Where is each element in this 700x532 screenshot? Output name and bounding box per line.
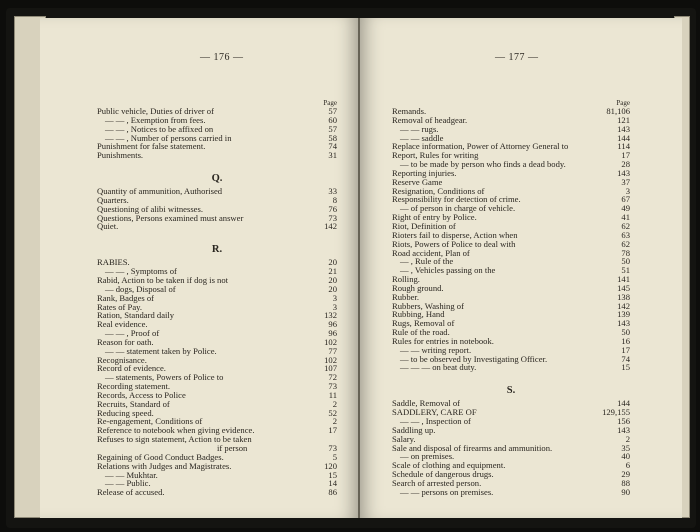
entry-text: Re-engagement, Conditions of — [97, 416, 203, 427]
entry-page-number: 3 — [332, 301, 337, 312]
entry-text: if person — [217, 443, 248, 453]
entry-text: RABIES. — [97, 257, 130, 268]
entry-page-number: 76 — [328, 203, 337, 214]
entry-page-number: 73 — [328, 443, 337, 453]
entry-page-number: 5 — [332, 451, 337, 462]
entry-page-number: 142 — [324, 221, 337, 232]
entry-page-number: 120 — [324, 460, 337, 471]
section-letter: R. — [211, 244, 223, 256]
entry-page-number: 50 — [621, 256, 630, 267]
entry-page-number: 20 — [328, 257, 337, 268]
entry-text: Release of accused. — [97, 487, 165, 498]
entry-text: Sale and disposal of firearms and ammunition. — [392, 442, 553, 453]
index-entry — [392, 488, 630, 497]
entry-page-number: 51 — [621, 265, 630, 276]
entry-text: Reason for oath. — [97, 336, 154, 347]
entry-page-number: 121 — [617, 114, 630, 125]
entry-text: Riots, Powers of Police to deal with — [392, 238, 516, 249]
entry-text: — — , Exemption from fees. — [105, 114, 206, 125]
index-column — [97, 99, 337, 497]
index-entry — [392, 363, 630, 372]
entry-page-number: 16 — [621, 335, 630, 346]
entry-page-number: 144 — [617, 132, 630, 143]
entry-text: Rates of Pay. — [97, 301, 143, 312]
entry-text: Reference to notebook when giving evidence. — [97, 425, 255, 436]
entry-text: Rubbers, Washing of — [392, 300, 464, 311]
entry-text: Rolling. — [392, 274, 420, 285]
entry-page-number: 21 — [328, 266, 337, 277]
entry-page-number: 143 — [617, 123, 630, 134]
entry-page-number: 50 — [621, 327, 630, 338]
entry-page-number: 78 — [621, 247, 630, 258]
entry-text: Saddle, Removal of — [392, 398, 461, 409]
entry-page-number: 17 — [621, 344, 630, 355]
entry-text: Salary. — [392, 433, 416, 444]
entry-page-number: 20 — [328, 274, 337, 285]
entry-page-number: 81,106 — [606, 106, 630, 116]
entry-text: Recruits, Standard of — [97, 398, 170, 409]
entry-text: Quarters. — [97, 194, 129, 205]
entry-text: Record of evidence. — [97, 363, 166, 374]
entry-text: Refuses to sign statement, Action to be taken — [97, 434, 252, 445]
entry-page-number: 14 — [328, 478, 337, 489]
entry-text: Reducing speed. — [97, 407, 154, 418]
entry-text: Quantity of ammunition, Authorised — [97, 186, 223, 197]
entry-text: — on premises. — [400, 451, 455, 462]
entry-page-number: 138 — [617, 291, 630, 302]
entry-page-number: 114 — [617, 141, 630, 152]
entry-text: Punishments. — [97, 150, 144, 161]
entry-page-number: 62 — [621, 220, 630, 231]
entry-text: Rabid, Action to be taken if dog is not — [97, 274, 229, 285]
entry-text: Questions, Persons examined must answer — [97, 212, 244, 223]
entry-page-number: 77 — [328, 345, 337, 356]
index-entry — [97, 222, 337, 231]
entry-text: Riot, Definition of — [392, 220, 456, 231]
page-column-heading: Page — [616, 99, 630, 107]
index-entry — [97, 151, 337, 160]
entry-text: Rubber. — [392, 291, 419, 302]
entry-page-number: 3 — [625, 185, 630, 196]
entry-page-number: 63 — [621, 229, 630, 240]
entry-page-number: 107 — [324, 363, 337, 374]
entry-page-number: 62 — [621, 238, 630, 249]
entry-page-number: 102 — [324, 354, 337, 365]
entry-text: — — , Proof of — [105, 328, 160, 339]
entry-page-number: 49 — [621, 203, 630, 214]
page-number: — 177 — — [495, 52, 539, 63]
entry-page-number: 11 — [328, 389, 337, 400]
entry-page-number: 86 — [328, 487, 337, 498]
entry-text: — — , Symptoms of — [105, 266, 177, 277]
index-entry — [97, 214, 337, 223]
entry-page-number: 144 — [617, 398, 630, 409]
entry-text: Right of entry by Police. — [392, 212, 477, 223]
entry-page-number: 37 — [621, 176, 630, 187]
entry-text: Rule of the road. — [392, 327, 450, 338]
entry-text: Replace information, Power of Attorney General to — [392, 141, 569, 152]
entry-page-number: 8 — [332, 194, 337, 205]
entry-text: — — , Inspection of — [400, 416, 471, 426]
entry-page-number: 35 — [621, 442, 630, 453]
entry-text: Remands. — [392, 106, 427, 116]
entry-text: Saddling up. — [392, 424, 436, 435]
entry-text: — — rugs. — [400, 123, 439, 134]
entry-text: — — saddle — [400, 132, 444, 143]
index-entry — [392, 426, 630, 435]
entry-text: Removal of headgear. — [392, 114, 468, 125]
entry-text: Reporting injuries. — [392, 167, 457, 178]
entry-text: — — persons on premises. — [400, 486, 494, 497]
entry-text: — of person in charge of vehicle. — [400, 203, 516, 214]
entry-page-number: 15 — [621, 362, 630, 373]
entry-page-number: 141 — [617, 274, 630, 285]
entry-page-number: 96 — [328, 319, 337, 330]
entry-page-number: 52 — [328, 407, 337, 418]
entry-text: Ration, Standard daily — [97, 310, 175, 321]
entry-text: Real evidence. — [97, 319, 148, 330]
entry-text: Rough ground. — [392, 282, 444, 293]
section-letter: Q. — [211, 173, 223, 185]
entry-text: — — Mukhtar. — [105, 469, 158, 480]
entry-page-number: 15 — [328, 469, 337, 480]
entry-page-number: 57 — [328, 123, 337, 134]
entry-text: Rugs, Removal of — [392, 318, 455, 329]
entry-text: Reserve Game — [392, 176, 443, 187]
entry-page-number: 145 — [617, 282, 630, 293]
entry-page-number: 132 — [324, 310, 337, 321]
entry-text: Search of arrested person. — [392, 477, 482, 488]
entry-page-number: 28 — [621, 159, 630, 170]
entry-text: Rules for entries in notebook. — [392, 335, 494, 346]
entry-page-number: 88 — [621, 477, 630, 488]
index-entry — [392, 266, 630, 275]
entry-text: SADDLERY, CARE OF — [392, 407, 477, 418]
entry-page-number: 2 — [332, 416, 337, 427]
right-page — [360, 18, 682, 518]
entry-page-number: 73 — [328, 381, 337, 392]
entry-page-number: 29 — [621, 469, 630, 480]
entry-page-number: 102 — [324, 336, 337, 347]
entry-page-number: 90 — [621, 486, 630, 497]
entry-page-number: 2 — [625, 433, 630, 444]
entry-text: Relations with Judges and Magistrates. — [97, 460, 232, 471]
entry-text: Resignation, Conditions of — [392, 185, 485, 196]
page-number: — 176 — — [200, 52, 244, 63]
entry-page-number: 129,155 — [602, 407, 630, 418]
entry-text: Records, Access to Police — [97, 389, 186, 400]
section-letter: S. — [506, 385, 516, 397]
entry-text: — — , Notices to be affixed on — [105, 123, 214, 134]
entry-text: — — writing report. — [400, 344, 472, 355]
entry-text: — dogs, Disposal of — [105, 283, 176, 294]
entry-text: Regaining of Good Conduct Badges. — [97, 451, 224, 462]
index-column — [392, 99, 630, 497]
entry-page-number: 67 — [621, 194, 630, 205]
section-gap — [392, 372, 630, 381]
entry-text: Road accident, Plan of — [392, 247, 470, 258]
entry-page-number: 58 — [328, 132, 337, 143]
entry-text: Rubbing, Hand — [392, 309, 445, 320]
entry-text: Punishment for false statement. — [97, 141, 206, 152]
entry-page-number: 57 — [328, 106, 337, 116]
entry-text: Questioning of alibi witnesses. — [97, 203, 203, 214]
entry-text: Schedule of dangerous drugs. — [392, 469, 494, 480]
entry-page-number: 20 — [328, 283, 337, 294]
index-entry — [97, 488, 337, 497]
entry-page-number: 17 — [328, 425, 337, 436]
index-entry — [392, 284, 630, 293]
section-gap — [97, 231, 337, 240]
page-column-heading: Page — [323, 99, 337, 107]
entry-page-number: 73 — [328, 212, 337, 223]
left-page — [40, 18, 358, 518]
entry-page-number: 74 — [328, 141, 337, 152]
entry-page-number: 74 — [621, 353, 630, 364]
entry-text: — , Vehicles passing on the — [400, 265, 496, 276]
entry-text: — — Public. — [105, 478, 151, 489]
entry-text: Recording statement. — [97, 381, 171, 392]
entry-page-number: 60 — [328, 114, 337, 125]
entry-text: Report, Rules for writing — [392, 150, 479, 161]
entry-text: — , Rule of the — [400, 256, 454, 267]
entry-text: — to be observed by Investigating Officer. — [400, 353, 548, 364]
entry-page-number: 96 — [328, 328, 337, 339]
entry-page-number: 143 — [617, 167, 630, 178]
entry-text: Rank, Badges of — [97, 292, 155, 303]
entry-page-number: 143 — [617, 318, 630, 329]
entry-page-number: 6 — [625, 460, 630, 471]
entry-text: — to be made by person who finds a dead body. — [400, 159, 566, 170]
entry-page-number: 33 — [328, 186, 337, 197]
entry-page-number: 142 — [617, 300, 630, 311]
entry-text: Scale of clothing and equipment. — [392, 460, 506, 471]
entry-page-number: 143 — [617, 424, 630, 435]
entry-page-number: 2 — [332, 398, 337, 409]
section-gap — [97, 160, 337, 169]
entry-page-number: 40 — [621, 451, 630, 462]
entry-page-number: 31 — [328, 150, 337, 161]
entry-page-number: 3 — [332, 292, 337, 303]
entry-text: Responsibility for detection of crime. — [392, 194, 521, 205]
entry-text: — statements, Powers of Police to — [105, 372, 224, 383]
entry-text: — — , Number of persons carried in — [105, 132, 232, 143]
entry-text: Public vehicle, Duties of driver of — [97, 106, 214, 116]
entry-page-number: 72 — [328, 372, 337, 383]
entry-text: — — statement taken by Police. — [105, 345, 217, 356]
entry-page-number: 156 — [617, 416, 630, 426]
entry-text: Recognisance. — [97, 354, 147, 365]
entry-text: — — — on beat duty. — [400, 362, 477, 373]
entry-text: Rioters fail to disperse, Action when — [392, 229, 518, 240]
index-entry — [97, 187, 337, 196]
entry-text: Quiet. — [97, 221, 119, 232]
entry-page-number: 139 — [617, 309, 630, 320]
entry-page-number: 17 — [621, 150, 630, 161]
entry-page-number: 41 — [621, 212, 630, 223]
